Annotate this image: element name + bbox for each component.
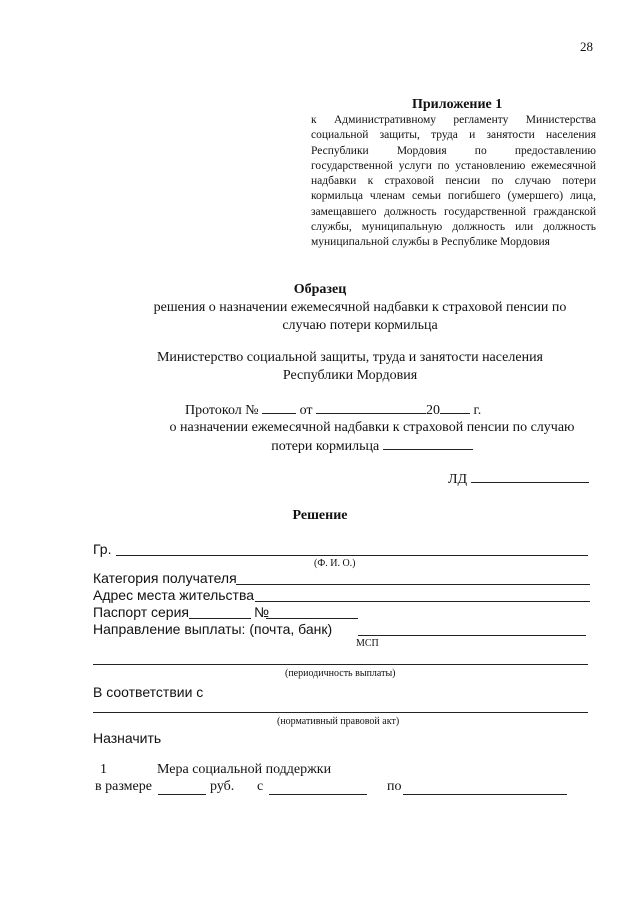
payment-direction-label: Направление выплаты: (почта, банк) bbox=[93, 621, 333, 637]
passport-series-field[interactable] bbox=[189, 618, 251, 619]
category-label: Категория получателя bbox=[93, 570, 237, 586]
assign-label: Назначить bbox=[93, 730, 162, 746]
passport-number-field[interactable] bbox=[266, 618, 358, 619]
category-field[interactable] bbox=[236, 584, 590, 585]
measure-number: 1 bbox=[100, 762, 107, 777]
ld-label: ЛД bbox=[448, 472, 468, 487]
currency-label: руб. bbox=[210, 779, 235, 794]
amount-field[interactable] bbox=[158, 794, 206, 795]
ld-blank[interactable] bbox=[471, 470, 589, 483]
protocol-about-line-2 bbox=[112, 437, 632, 456]
legal-act-field[interactable] bbox=[93, 712, 588, 713]
passport-series-label: Паспорт серия bbox=[93, 604, 189, 620]
sample-subtitle bbox=[120, 299, 600, 335]
protocol-about bbox=[112, 419, 632, 456]
to-date-label: по bbox=[387, 779, 402, 794]
protocol-about-blank[interactable] bbox=[383, 437, 473, 450]
citizen-label: Гр. bbox=[93, 541, 112, 557]
protocol-number-label: Протокол № bbox=[185, 403, 259, 418]
protocol-from-label: от bbox=[299, 403, 313, 418]
sample-subtitle-line-2: случаю потери кормильца bbox=[282, 318, 438, 333]
legal-act-hint: (нормативный правовой акт) bbox=[277, 716, 400, 727]
protocol-year-blank[interactable] bbox=[440, 401, 470, 414]
payment-direction-field[interactable] bbox=[358, 635, 586, 636]
to-date-field[interactable] bbox=[403, 794, 567, 795]
measure-label: Мера социальной поддержки bbox=[157, 762, 332, 777]
fio-hint: (Ф. И. О.) bbox=[314, 558, 356, 569]
appendix-text: к Административному регламенту Министерства социальной защиты, труда и занятости населения Республики Мордовия по предоставлению государственной услуги по установлению ежемесячной надбавки к страховой пенсии по случаю потери кормильца членам семьи погибшего (умершего) лица, замещавшего должность государственной гражданской службы, муниципальную должность или должность муниципальной службы в Республике Мордовия bbox=[311, 114, 596, 249]
sample-subtitle-line-1: решения о назначении ежемесячной надбавки к страховой пенсии по bbox=[153, 300, 567, 315]
protocol-number-blank[interactable] bbox=[262, 401, 296, 414]
ministry-line-2: Республики Мордовия bbox=[282, 368, 418, 383]
decision-title: Решение bbox=[292, 508, 348, 523]
address-label: Адрес места жительства bbox=[93, 587, 255, 603]
from-date-field[interactable] bbox=[269, 794, 367, 795]
ministry-line-1: Министерство социальной защиты, труда и занятости населения bbox=[156, 350, 543, 365]
ld-line bbox=[448, 470, 589, 488]
protocol-line bbox=[185, 401, 481, 419]
from-date-label: с bbox=[257, 779, 264, 794]
ministry-name bbox=[110, 349, 590, 385]
protocol-about-text: потери кормильца bbox=[271, 439, 380, 454]
protocol-year-suffix: г. bbox=[473, 403, 482, 418]
protocol-year-prefix: 20 bbox=[426, 403, 441, 418]
protocol-date-blank[interactable] bbox=[316, 401, 426, 414]
sample-title: Образец bbox=[293, 282, 347, 297]
periodicity-hint: (периодичность выплаты) bbox=[285, 668, 396, 679]
citizen-field[interactable] bbox=[116, 555, 588, 556]
accordance-label: В соответствии с bbox=[93, 684, 204, 700]
address-field[interactable] bbox=[255, 601, 590, 602]
page-number: 28 bbox=[580, 39, 593, 54]
passport-number-label: № bbox=[254, 604, 270, 620]
amount-label: в размере bbox=[95, 779, 152, 794]
periodicity-field[interactable] bbox=[93, 664, 588, 665]
msp-hint: МСП bbox=[356, 638, 379, 649]
appendix-title: Приложение 1 bbox=[412, 97, 503, 112]
protocol-about-line-1: о назначении ежемесячной надбавки к страховой пенсии по случаю bbox=[169, 420, 575, 435]
